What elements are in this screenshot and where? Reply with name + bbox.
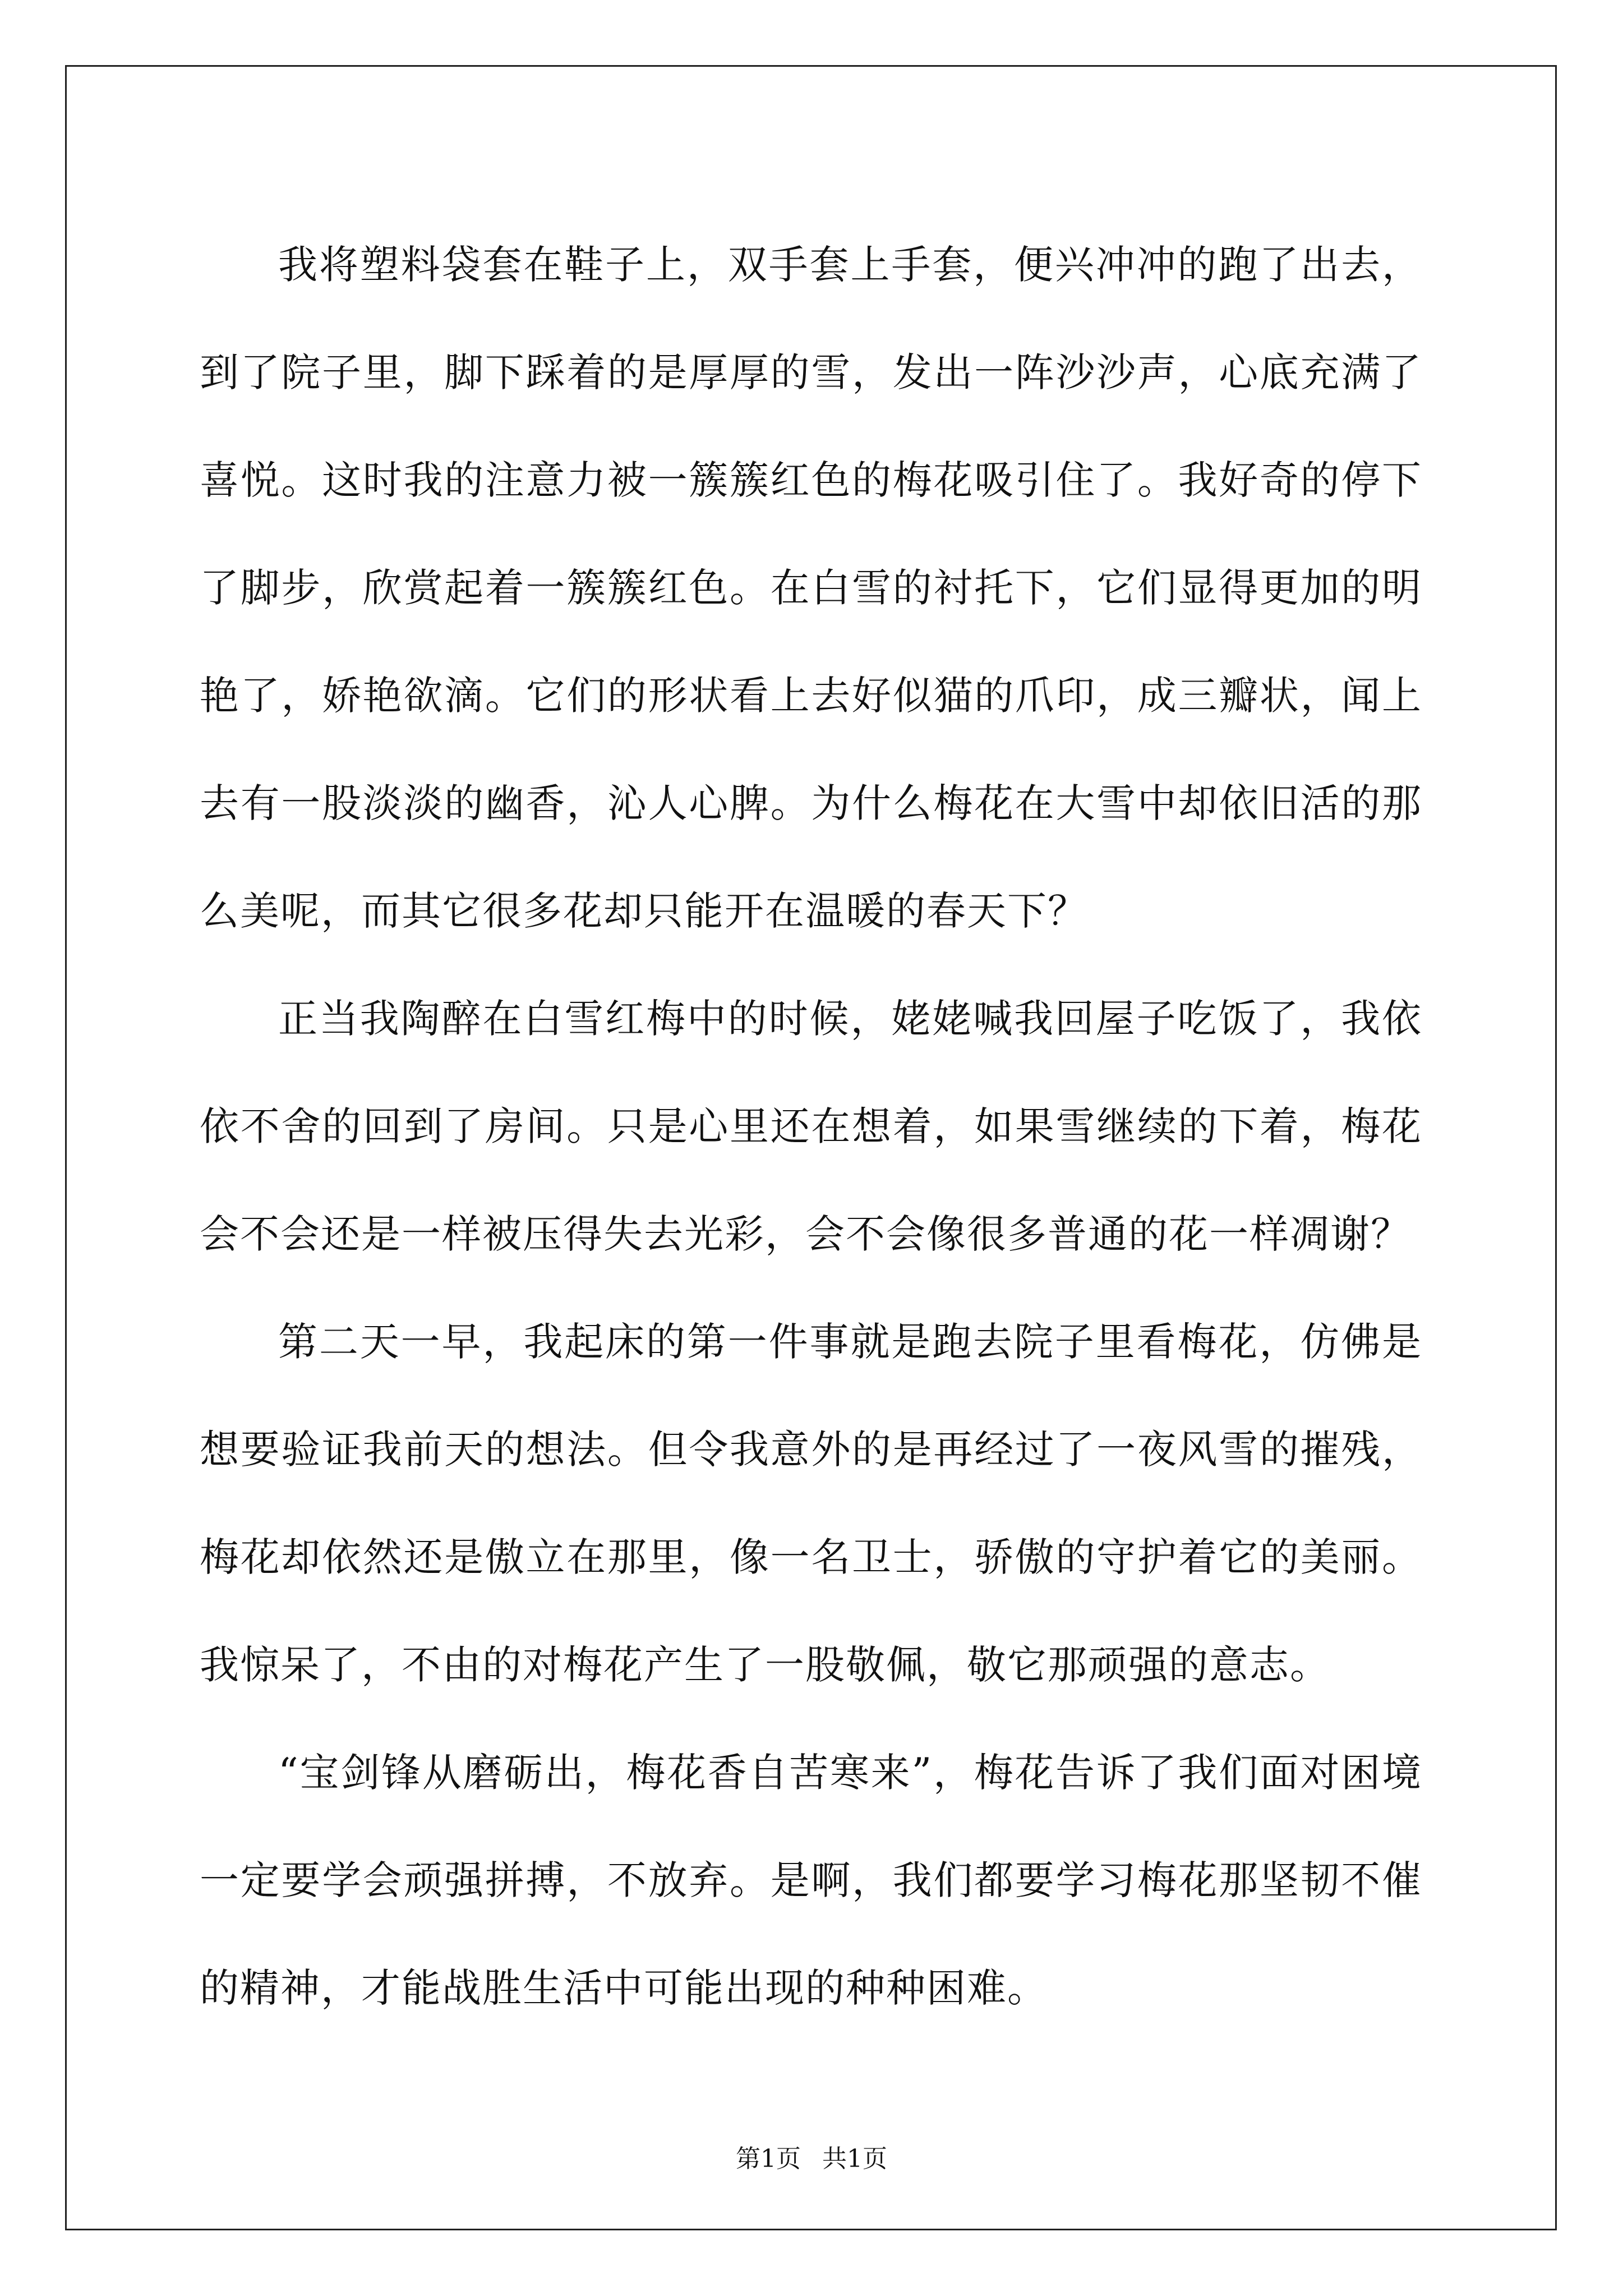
paragraph-2: 正当我陶醉在白雪红梅中的时候，姥姥喊我回屋子吃饭了，我依依不舍的回到了房间。只是心里还在想着，如果雪继续的下着，梅花会不会还是一样被压得失去光彩，会不会像很多普通的花一样凋谢？ [200,996,1422,1257]
paragraph-4: “宝剑锋从磨砺出，梅花香自苦寒来”，梅花告诉了我们面对困境一定要学会顽强拼搏，不放弃。是啊，我们都要学习梅花那坚韧不催的精神，才能战胜生活中可能出现的种种困难。 [200,1750,1422,2011]
page-footer [0,2138,1623,2174]
page-total: 共1页 [822,2145,887,2173]
paragraph-3: 第二天一早，我起床的第一件事就是跑去院子里看梅花，仿佛是想要验证我前天的想法。但令我意外的是再经过了一夜风雪的摧残，梅花却依然还是傲立在那里，像一名卫士，骄傲的守护着它的美丽。我惊呆了，不由的对梅花产生了一股敬佩，敬它那顽强的意志。 [200,1319,1422,1688]
paragraph-1: 我将塑料袋套在鞋子上，双手套上手套，便兴冲冲的跑了出去，到了院子里，脚下踩着的是厚厚的雪，发出一阵沙沙声，心底充满了喜悦。这时我的注意力被一簇簇红色的梅花吸引住了。我好奇的停下了脚步，欣赏起着一簇簇红色。在白雪的衬托下，它们显得更加的明艳了，娇艳欲滴。它们的形状看上去好似猫的爪印，成三瓣状，闻上去有一股淡淡的幽香，沁人心脾。为什么梅花在大雪中却依旧活的那么美呢，而其它很多花却只能开在温暖的春天下？ [200,242,1422,934]
document-body [200,211,1422,2042]
page-number: 第1页 [736,2145,801,2173]
